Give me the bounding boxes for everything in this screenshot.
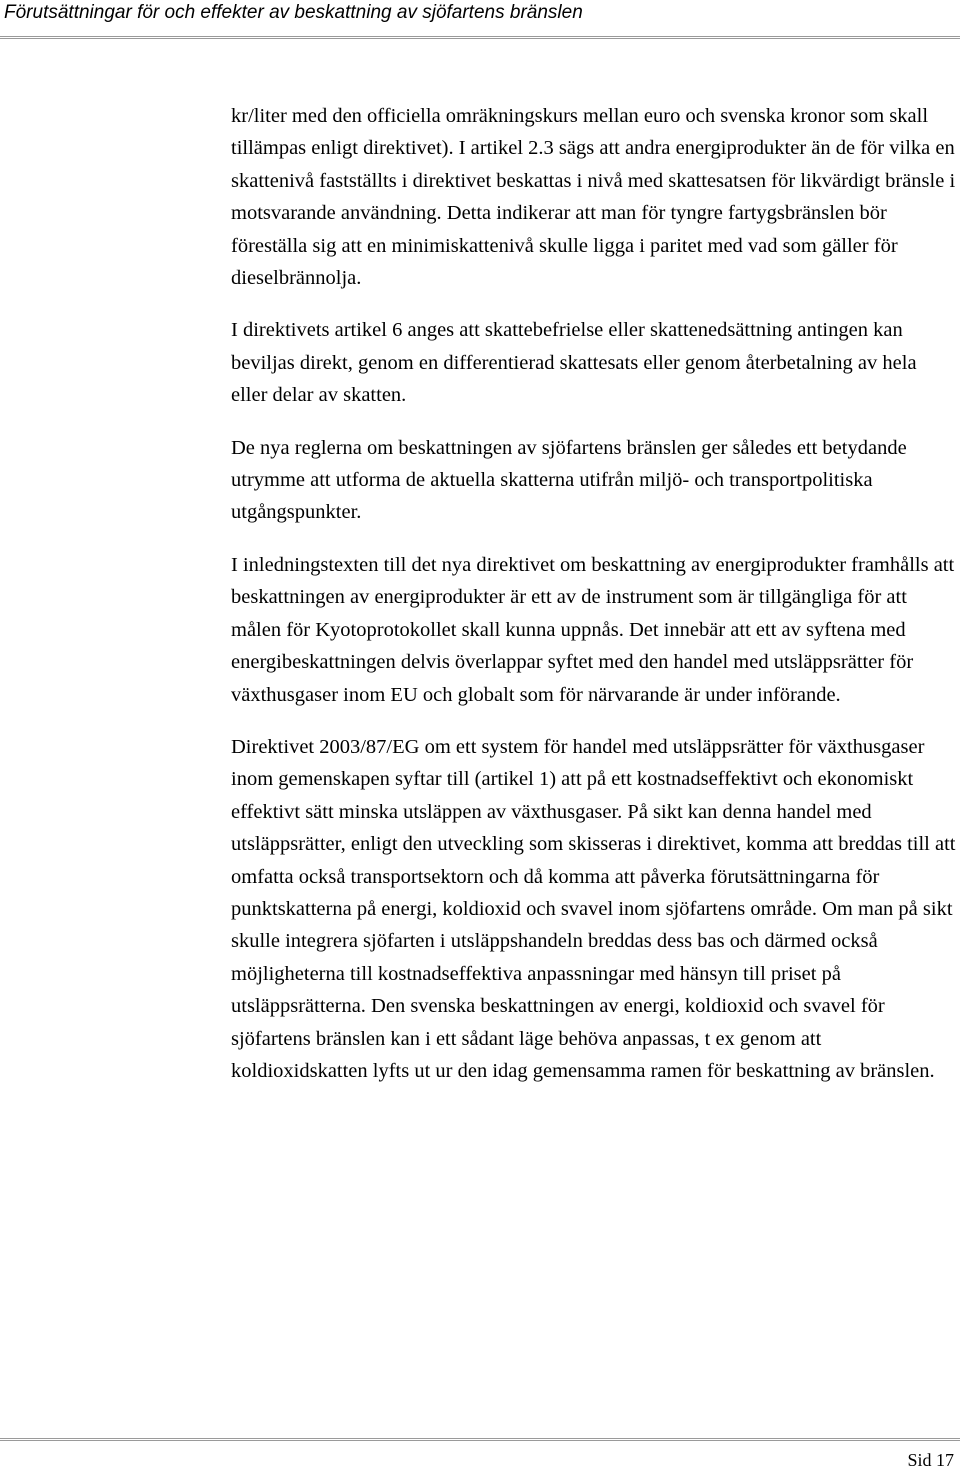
paragraph-article-6: I direktivets artikel 6 anges att skattebefrielse eller skattenedsättning antingen kan beviljas direkt, genom en differentierad skattesats eller genom återbetalning av hela eller delar av skatten. [231, 319, 917, 407]
footer-divider [0, 1438, 960, 1441]
document-body [231, 100, 958, 1107]
running-header: Förutsättningar för och effekter av beskattning av sjöfartens bränslen [4, 2, 583, 23]
page-number: Sid 17 [907, 1450, 954, 1470]
paragraph-kyoto: I inledningstexten till det nya direktivet om beskattning av energiprodukter framhålls att beskattningen av energiprodukter är ett av de instrument som är tillgängliga för att målen för Kyotoprotokollet skall kunna uppnås. Det innebär att ett av syftena med energibeskattningen delvis överlappar syftet med den handel med utsläppsrätter för växthusgaser inom EU och globalt som för närvarande är under införande. [231, 553, 955, 706]
header-divider [0, 36, 960, 39]
paragraph-emissions-trading: Direktivet 2003/87/EG om ett system för handel med utsläppsrätter för växthusgaser inom gemenskapen syftar till (artikel 1) att på ett kostnadseffektivt och ekonomiskt effektivt sätt minska utsläppen av växthusgaser. På sikt kan denna handel med utsläppsrätter, enligt den utveckling som skisseras i direktivet, komma att breddas till att omfatta också transportsektorn och då komma att påverka förutsättningarna för punktskatterna på energi, koldioxid och svavel inom sjöfartens område. Om man på sikt skulle integrera sjöfarten i utsläppshandeln breddas dess bas och därmed också möjligheterna till kostnadseffektiva anpassningar med hänsyn till priset på utsläppsrätterna. Den svenska beskattningen av energi, koldioxid och svavel för sjöfartens bränslen kan i ett sådant läge behöva anpassas, t ex genom att koldioxidskatten lyfts ut ur den idag gemensamma ramen för beskattning av bränslen. [231, 735, 956, 1082]
paragraph-new-rules: De nya reglerna om beskattningen av sjöfartens bränslen ger således ett betydande utrymme att utforma de aktuella skatterna utifrån miljö- och transportpolitiska utgångspunkter. [231, 436, 907, 524]
paragraph-excise-rates: kr/liter med den officiella omräkningskurs mellan euro och svenska kronor som skall tillämpas enligt direktivet). I artikel 2.3 sägs att andra energiprodukter än de för vilka en skattenivå fastställts i direktivet beskattas i nivå med skattesatsen för likvärdigt bränsle i motsvarande användning. Detta indikerar att man för tyngre fartygsbränslen bör föreställa sig att en minimiskattenivå skulle ligga i paritet med vad som gäller för dieselbrännolja. [231, 105, 956, 290]
